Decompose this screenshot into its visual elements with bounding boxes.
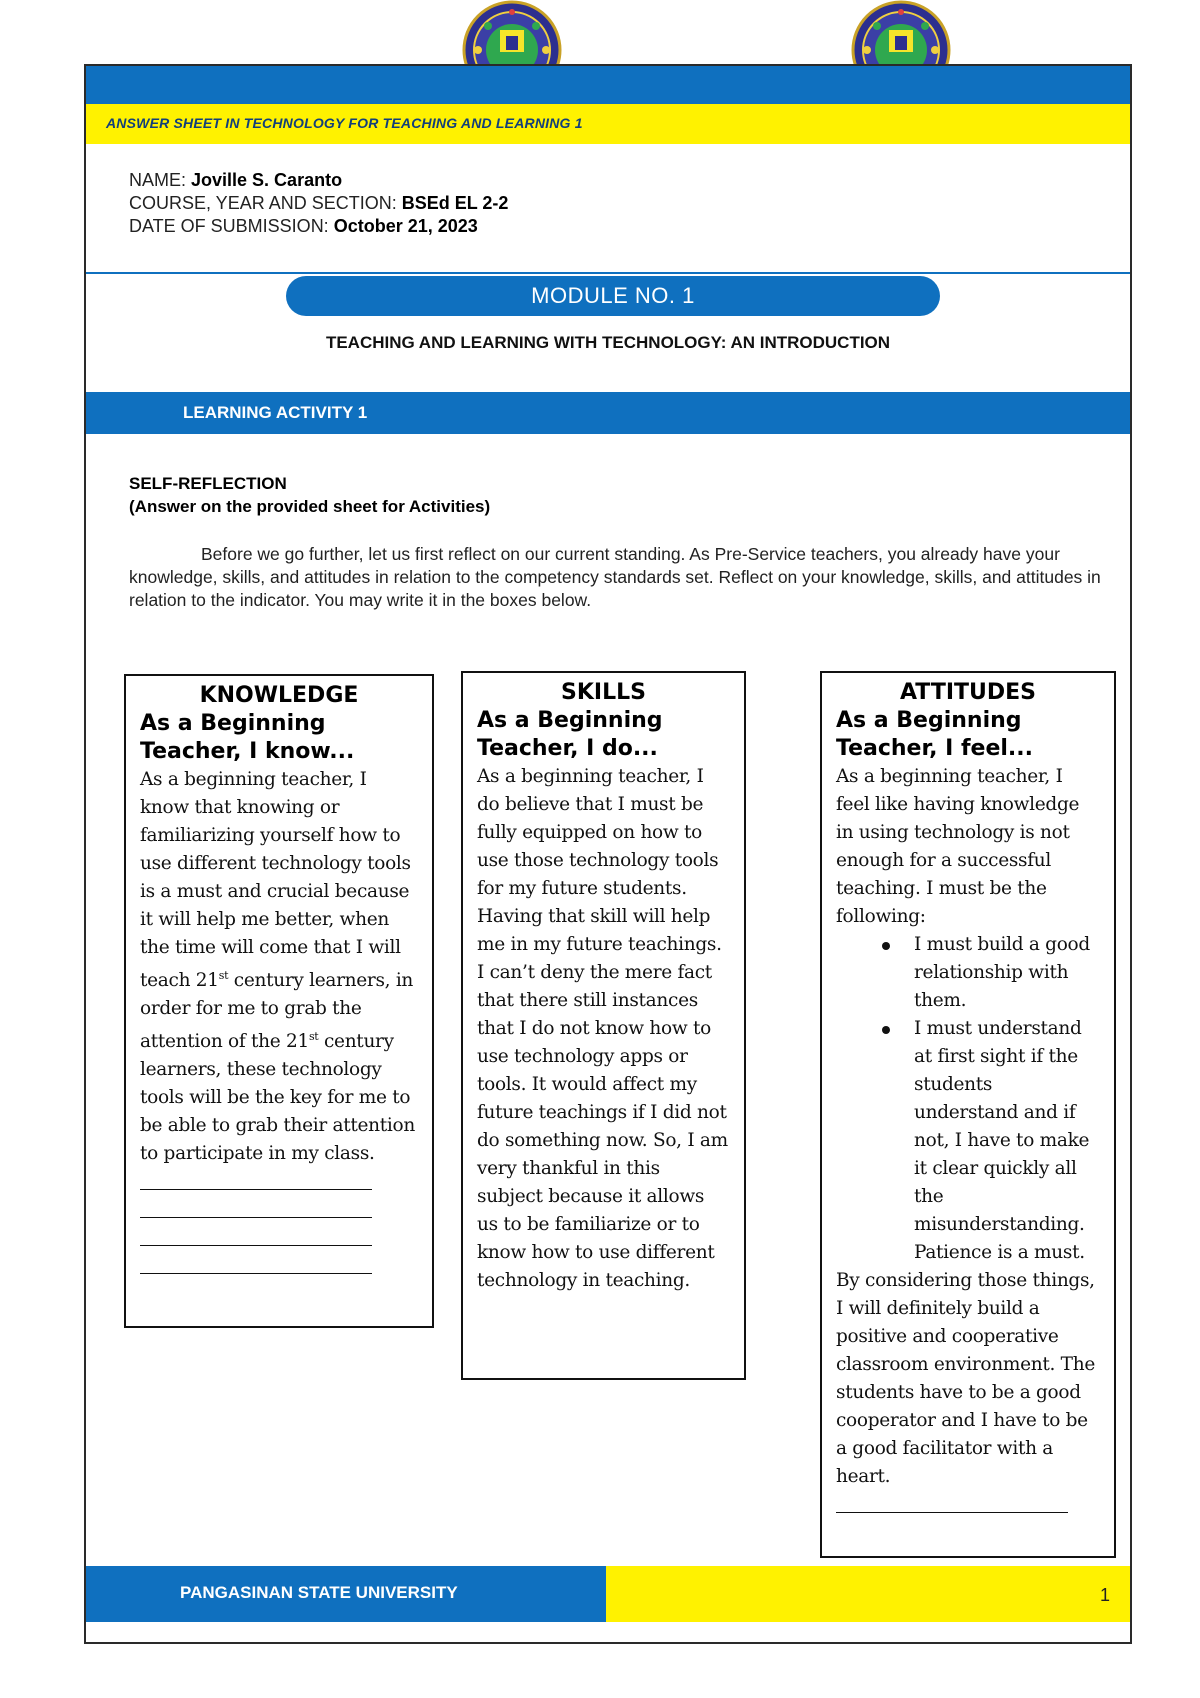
blank-line [836,1491,1100,1519]
list-item: I must build a good relationship with them. [914,931,1100,1015]
university-name: PANGASINAN STATE UNIVERSITY [180,1583,458,1602]
header-blue-band [86,66,1130,104]
date-value: October 21, 2023 [333,216,478,236]
blank-line [140,1168,418,1196]
knowledge-heading: KNOWLEDGE [199,683,359,708]
attitudes-box [820,671,1116,1558]
name-line [129,170,342,191]
date-label: DATE OF SUBMISSION: [129,216,334,236]
university-seal-right-icon [851,0,951,66]
skills-heading: SKILLS [561,680,646,705]
module-title: MODULE NO. 1 [286,276,940,316]
footer-yellow-band [606,1566,1130,1622]
university-seal-left-icon [462,0,562,66]
knowledge-prompt: As a Beginning Teacher, I know... [140,711,355,764]
answer-sheet-title: ANSWER SHEET IN TECHNOLOGY FOR TEACHING AND LEARNING 1 [106,115,583,131]
ordinal-suffix: st [308,1030,319,1044]
attitudes-prompt: As a Beginning Teacher, I feel... [836,708,1033,761]
section-note: (Answer on the provided sheet for Activities) [129,497,491,516]
activity-title: LEARNING ACTIVITY 1 [183,403,368,422]
blank-line [140,1252,418,1280]
attitudes-answer-outro: By considering those things, I will definitely build a positive and cooperative classroom environment. The students have to be a good cooperator and I have to be a good facilitator with a heart. [836,1270,1095,1487]
knowledge-box [124,674,434,1328]
knowledge-answer-part2: century learners, in order for me to grab the attention of the 21 [140,970,414,1053]
list-item: I must understand at first sight if the students understand and if not, I have to make it clear quickly all the misunderstanding. Patience is a must. [914,1015,1100,1267]
name-value: Joville S. Caranto [191,170,343,190]
skills-prompt: As a Beginning Teacher, I do... [477,708,663,761]
name-label: NAME: [129,170,192,190]
blank-line [140,1196,418,1224]
attitudes-answer-intro: As a beginning teacher, I feel like having knowledge in using technology is not enough for a successful teaching. I must be the following: [836,766,1080,927]
page-number: 1 [1100,1585,1111,1605]
section-title: SELF-REFLECTION [129,474,287,493]
course-label: COURSE, YEAR AND SECTION: [129,193,402,213]
course-value: BSEd EL 2-2 [401,193,509,213]
blank-line [140,1224,418,1252]
info-divider [86,272,1130,274]
module-subtitle: TEACHING AND LEARNING WITH TECHNOLOGY: AN INTRODUCTION [325,333,891,352]
ordinal-suffix: st [218,969,229,982]
skills-box [461,671,746,1380]
knowledge-answer [140,766,418,1168]
attitudes-heading: ATTITUDES [899,680,1037,705]
attitudes-bullet-list [836,931,1100,1267]
knowledge-answer-part3: century learners, these technology tools will be the key for me to be able to grab their attention to participate in my class. [140,1031,415,1165]
knowledge-answer-part1: As a beginning teacher, I know that knowing or familiarizing yourself how to use different technology tools is a must and crucial because it will help me better, when the time will come that I will teach 21 [140,769,411,992]
intro-text: Before we go further, let us first reflect on our current standing. As Pre-Service teachers, you already have your knowledge, skills, and attitudes in relation to the competency standards set. Reflect on your knowledge, skills, and attitudes in relation to the indicator. You may write it in the boxes below. [129,544,1101,610]
date-line [129,216,478,237]
course-line [129,193,508,214]
intro-paragraph [129,543,1109,612]
skills-answer: As a beginning teacher, I do believe that I must be fully equipped on how to use those technology tools for my future students. Having that skill will help me in my future teachings. I can’t deny the mere fact that there still instances that I do not know how to use technology apps or tools. It would affect my future teachings if I did not do something now. So, I am very thankful in this subject because it allows us to be familiarize or to know how to use different technology in teaching. [477,766,728,1291]
